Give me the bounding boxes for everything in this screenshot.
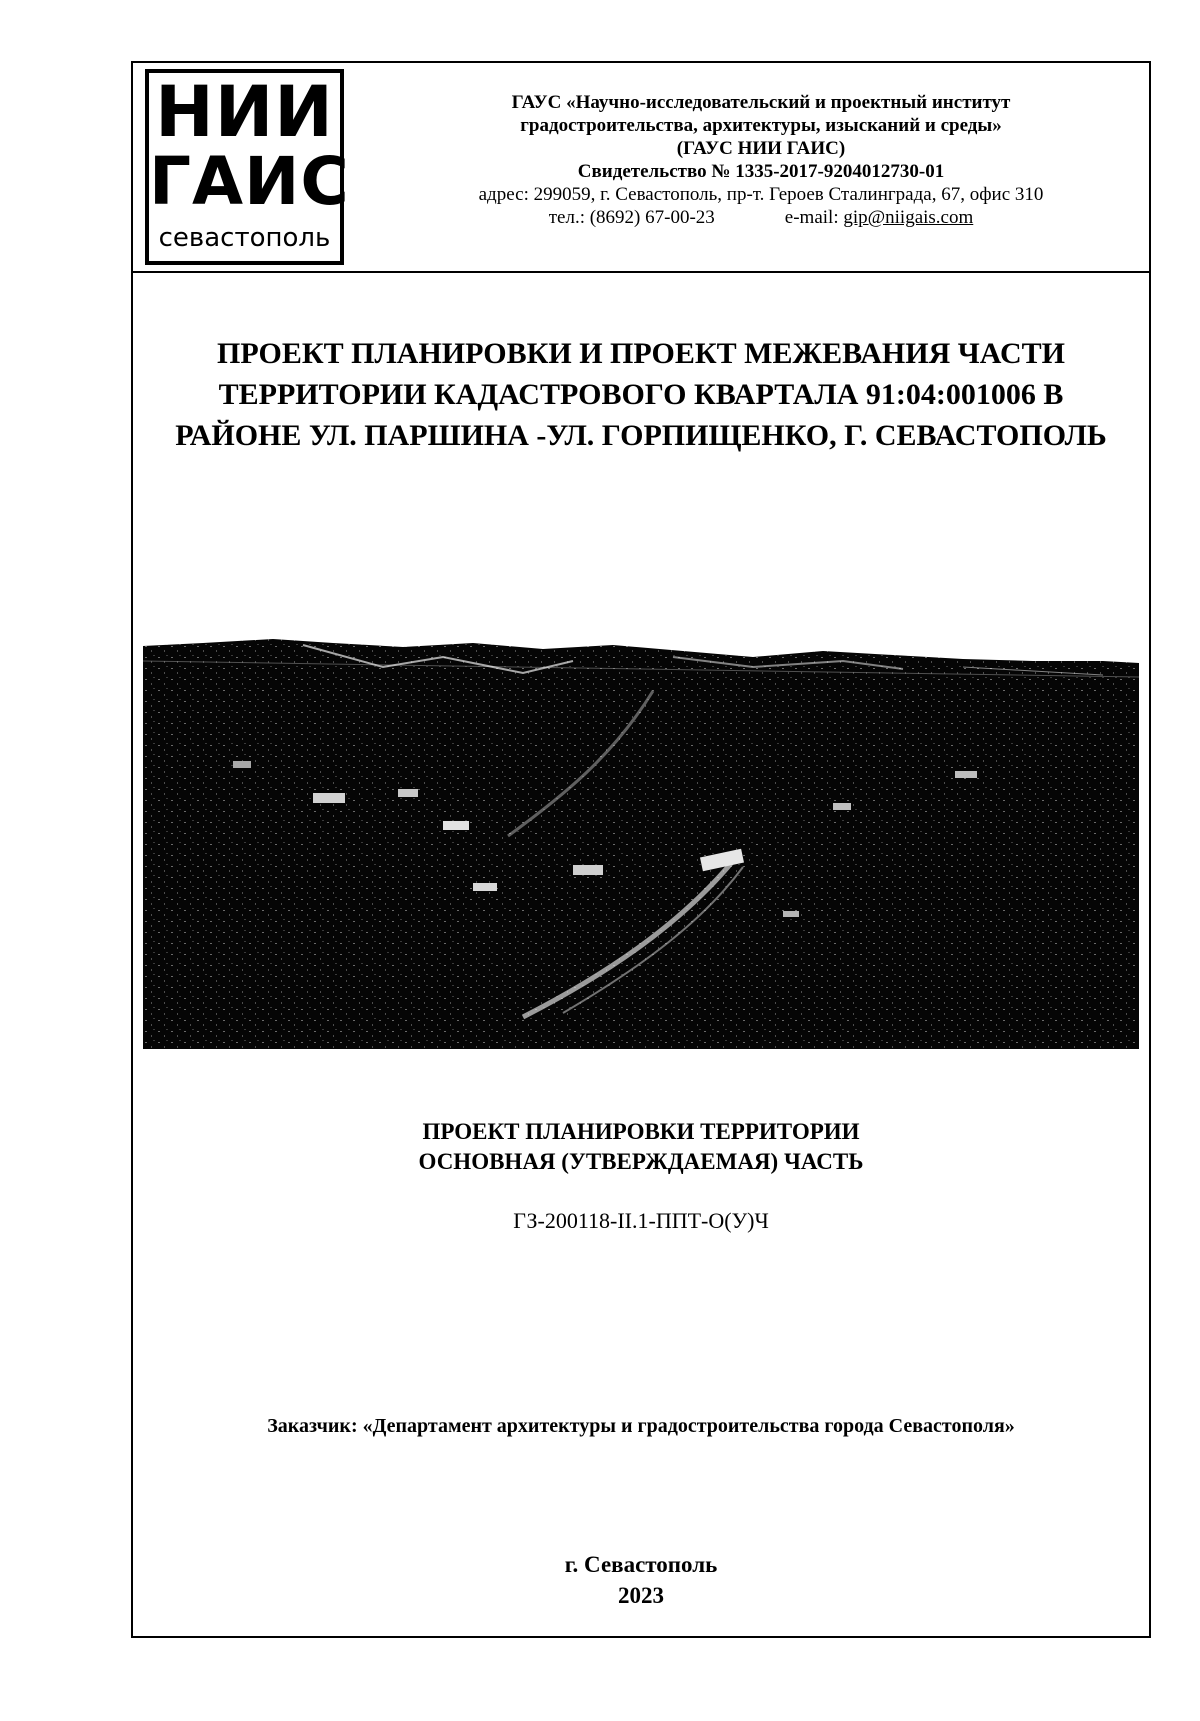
footer-year: 2023 (618, 1583, 664, 1608)
subtitle-line2: ОСНОВНАЯ (УТВЕРЖДАЕМАЯ) ЧАСТЬ (418, 1149, 864, 1174)
org-name-line1: ГАУС «Научно-исследовательский и проектный институт (511, 92, 1011, 113)
subtitle-line1: ПРОЕКТ ПЛАНИРОВКИ ТЕРРИТОРИИ (422, 1119, 860, 1144)
logo-line2: ГАИС (149, 143, 350, 220)
org-phone: тел.: (8692) 67-00-23 (548, 207, 715, 228)
org-email-label: e-mail: (784, 207, 839, 228)
footer (133, 1549, 1149, 1611)
main-title-line1: ПРОЕКТ ПЛАНИРОВКИ И ПРОЕКТ МЕЖЕВАНИЯ ЧАСТИ (217, 337, 1065, 370)
logo-line1: НИИ (155, 71, 334, 153)
main-title (133, 333, 1149, 456)
aerial-city-photo (143, 621, 1139, 1049)
header (133, 63, 1149, 273)
org-email-link[interactable]: gip@niigais.com (843, 207, 974, 228)
organization-info (381, 91, 1141, 229)
org-name-line2: градостроительства, архитектуры, изысканий и среды» (520, 115, 1002, 136)
customer: Заказчик: «Департамент архитектуры и градостроительства города Севастополя» (267, 1415, 1015, 1437)
org-certificate: Свидетельство № 1335-2017-9204012730-01 (577, 161, 945, 182)
org-email-block (785, 206, 973, 229)
logo-city: севастополь (158, 223, 331, 253)
subtitle (133, 1117, 1149, 1177)
org-contacts (381, 206, 1141, 229)
org-address: адрес: 299059, г. Севастополь, пр-т. Героев Сталинграда, 67, офис 310 (478, 184, 1044, 205)
footer-city: г. Севастополь (564, 1552, 718, 1577)
org-short-name: (ГАУС НИИ ГАИС) (676, 138, 846, 159)
document-code: ГЗ-200118-II.1-ППТ-О(У)Ч (513, 1208, 769, 1233)
page-frame (131, 61, 1151, 1638)
main-title-line3: РАЙОНЕ УЛ. ПАРШИНА -УЛ. ГОРПИЩЕНКО, Г. СЕВАСТОПОЛЬ (175, 419, 1107, 452)
logo (145, 69, 350, 265)
main-title-line2: ТЕРРИТОРИИ КАДАСТРОВОГО КВАРТАЛА 91:04:001006 В (218, 378, 1064, 411)
